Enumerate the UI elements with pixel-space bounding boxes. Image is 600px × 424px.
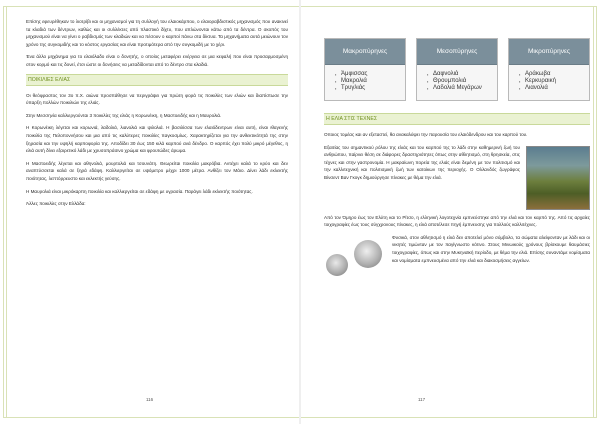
variety-item: ▪ Θρουμπολιά <box>427 78 491 85</box>
intro-paragraph-2: Ένα άλλο μηχάνημα για το ελαιόλαδο είναι ο δονητής, ο οποίος μεταφέρει ενέργεια σε μια κεφαλή που είναι προσαρμοσμένη στον κορμό και τις δονεί, έτσι ώστε οι δονήσεις να μεταδίδονται από το δέντρο στα κλαδιά. <box>26 54 288 67</box>
varieties-paragraph-6: Άλλες ποικιλίες στην Ελλάδα: <box>26 201 86 207</box>
varieties-paragraph-2: Στην Μεσσηνία καλλιεργούνται 3 ποικιλίες της ελιάς η Κορωνέικη, η Μαστοειδής και η Μαυρολιά. <box>26 112 222 118</box>
variety-group-title: Μακροπύρηνες <box>325 39 405 65</box>
variety-item: ▪ Αράκωβα <box>519 71 583 78</box>
variety-list <box>417 65 497 100</box>
coin-icon <box>326 254 348 276</box>
varieties-paragraph-3: Η Κορωνέικη λέγεται και κορωνιά, λαδολιά, λιανολιά και ψιλολιά. Η βασιλίσσα των ελαιόδεντρων είναι αυτή, είναι ιθαγενής ποικιλία της Πελοποννήσου και μια από τις καλύτερες ποικιλίες παγκοσμίως. Χαρακτηρίζεται για την ανθεκτικότητά της στην ξηρασία και την υψηλή καρποφορία της. Αποδίδει 30 έως 150 κιλά καρπού ανά δένδρο. Ο καρπός έχει πολύ μικρό μέγεθος, η ελιά αυτή δίνει εξαιρετικό λάδι με χρυσοπράσινο χρώμα και φρουτώδες άρωμα. <box>26 125 288 154</box>
variety-item: ▪ Λαδολιά Μεγάρων <box>427 85 491 92</box>
ancient-coins-image <box>324 240 388 296</box>
coin-icon <box>354 240 382 268</box>
variety-item: ▪ Τρυγλιάς <box>335 85 399 92</box>
intro-paragraph-1: Επίσης εφευρέθηκαν το λιοτρίβι και οι μηχανισμοί για τη συλλογή του ελαιοκάρπου, ο ελαιοραβδιστικός μηχανισμός που ανακινεί τα κλαδιά των δέντρων, καθώς και οι συλλέκτες από πλαστικό δίχτυ, που απλώνονται κάτω από τα δέντρα. Ο σκοπός του μηχανισμού είναι να γίνει ο ραβδισμός των κλαδιών και να πέσουν ο καρποί πάνω στα δίκτυα. Τα μηχανήματα αυτά μειώνουν τον χρόνο της συγκομιδής και το κόστος εργασίας και είναι προτιμότερα από την συγκομιδή με το χέρι. <box>26 19 288 47</box>
coins-text-block <box>324 234 590 298</box>
variety-group-large <box>324 38 406 101</box>
section-heading-varieties: ΠΟΙΚΙΛΙΕΣ ΕΛΙΑΣ <box>26 74 288 86</box>
arts-intro-paragraph: Οποιος τομέας και αν εξεταστεί, θα ανακαλύψει την παρουσία του ελαιόδενδρου και του καρπού του. <box>324 132 528 137</box>
page-number-right: 117 <box>418 397 426 402</box>
page-number-left: 116 <box>146 397 154 402</box>
arts-paragraph-literature: Από τον Όμηρο έως τον Ελύτη και το Ρίτσο, η ελληνική λογοτεχνία εμπνεύστηκε από την ελιά και τον καρπό της. Από τις αρχαίες τοιχογραφίες έως τους σύγχρονους πίνακες, η ελιά αποτέλεσε πηγή έμπνευσης για πολλούς καλλιτέχνες. <box>324 214 590 228</box>
variety-item: ▪ Λιανολιά <box>519 85 583 92</box>
variety-group-small <box>508 38 590 101</box>
arts-paragraph-photo: Εξαιτίας του σημαντικού ρόλου της ελιάς και του καρπού της το λάδι στην καθημερινή ζωή του ανθρώπου, παίρνει θέση σε διάφορες δραστηριότητες όπως στην αθλητισμό, στη θρησκεία, στις τέχνες και στην γαστρονομία. Η μακραίωνη πορεία της ελιάς είναι δεμένη με τον πολιτισμό και την καλλιτεχνική και πολιτισμική ζωή των κατοίκων της περιοχής. Ο Ολλανδός ζωγράφος Βίνσεντ Βαν Γκογκ δημιούργησε πίνακες με θέμα την ελιά. <box>324 144 520 180</box>
varieties-paragraph-5: Η Μαυρολιά είναι μικρόκαρπη ποικιλία και καλλιεργείται σε εδάφη με υγρασία. Παράγει λάδι εκλεκτής ποιότητας. <box>26 188 253 194</box>
varieties-paragraph-4: Η Μαστοειδής λέγεται και αθηνολιά, μουρτολιά και τσουνάτη. Θεωρείται ποικιλία μακρόβια. Αντέχει καλά το κρύο και δεν αναπτύσσεται καλά σε ξηρά εδάφη. Καλλιεργείται σε υψόμετρο μέχρι 1000 μέτρα. Ανθίζει τον Μάιο. Δίνει λάδι εκλεκτής ποιότητας, λεπτόρρευστο και εκλεκτής γεύσης. <box>26 160 288 181</box>
variety-groups <box>324 38 590 101</box>
variety-item: ▪ Μακρολιά <box>335 78 399 85</box>
right-page <box>300 0 600 424</box>
variety-group-medium <box>416 38 498 101</box>
variety-item: ▪ Άμφισσας <box>335 71 399 78</box>
section-heading-arts: Η ΕΛΙΑ ΣΤΙΣ ΤΕΧΝΕΣ <box>324 113 590 125</box>
variety-item: ▪ Δαφνολιά <box>427 71 491 78</box>
variety-group-title: Μεσοπύρηνες <box>417 39 497 65</box>
variety-list <box>325 65 405 100</box>
olive-tree-painting-image <box>526 146 590 210</box>
varieties-paragraph-1: Οι θεόφραστος τον 3ο π.Χ. αιώνα προσπάθησε να περιγράψει για πρώτη φορά τις ποικιλίες των ελιών και διαπίστωσε την ύπαρξη πολλών ποικιλιών της ελιάς. <box>26 92 288 106</box>
variety-list <box>509 65 589 100</box>
arts-paragraph-coins: Φυσικά, στον αθλητισμό η ελιά δεν αποτελεί μόνο σύμβολο, τα σώματα αλείφονταν με λάδι και οι νικητές τιμώνταν με τον παγίγνωστο κότινο. Στους Μινωικούς χρόνους βρίσκουμε θαυμάσιες τοιχογραφίες, όπως και στην Μυκηναϊκή περίοδο, με θέμα την ελιά. Επίσης συναντάμε νομίσματα και νομίσματα εμπνευσμένα από την ελιά και διακοσμήσεις αγγείων. <box>392 234 590 263</box>
photo-text-block <box>324 144 590 214</box>
variety-group-title: Μικροπύρηνες <box>509 39 589 65</box>
variety-item: ▪ Κερκυραική <box>519 78 583 85</box>
